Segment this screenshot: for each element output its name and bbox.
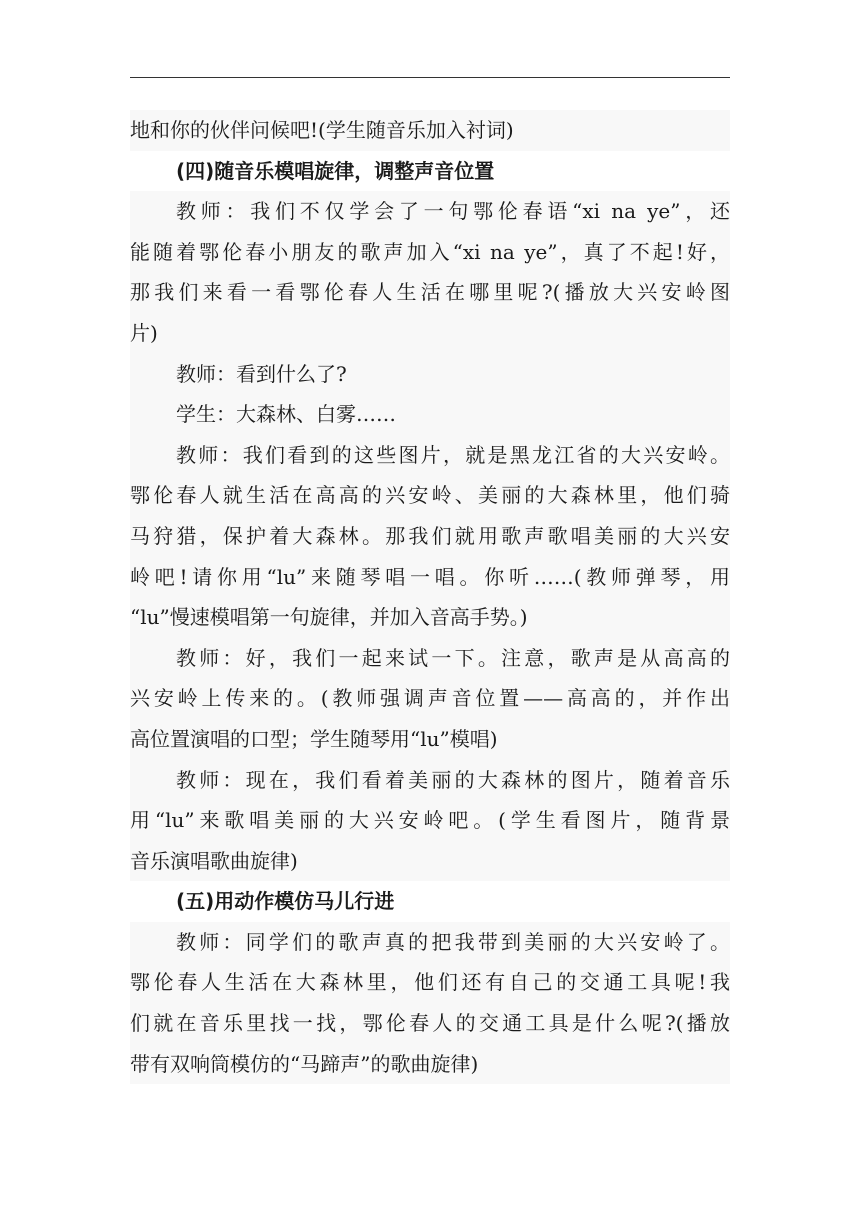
section-heading-5 (130, 881, 730, 922)
text-line: 学生：大森林、白雾…… (130, 394, 730, 435)
text-line: 带有双响筒模仿的“马蹄声”的歌曲旋律) (130, 1044, 730, 1085)
text-line: 鄂伦春人就生活在高高的兴安岭、美丽的大森林里，他们骑 (130, 475, 730, 516)
text-line: 教师：我们看到的这些图片，就是黑龙江省的大兴安岭。 (130, 435, 730, 476)
paragraph-teacher-3 (130, 435, 730, 638)
text-line: 片) (130, 313, 730, 354)
header-rule (130, 77, 730, 78)
paragraph-teacher-2 (130, 354, 730, 395)
text-line: 马狩猎，保护着大森林。那我们就用歌声歌唱美丽的大兴安 (130, 516, 730, 557)
heading-line: (四)随音乐模唱旋律，调整声音位置 (176, 158, 495, 183)
paragraph-greeting-end (130, 110, 730, 151)
text-line: “lu”慢速模唱第一句旋律，并加入音高手势。) (130, 597, 730, 638)
text-line: 能随着鄂伦春小朋友的歌声加入“xi na ye”，真了不起!好， (130, 232, 730, 273)
text-line: 岭吧!请你用“lu”来随琴唱一唱。你听……(教师弹琴，用 (130, 557, 730, 598)
text-line: 教师：现在，我们看着美丽的大森林的图片，随着音乐 (130, 760, 730, 801)
paragraph-teacher-5 (130, 760, 730, 882)
text-line: 鄂伦春人生活在大森林里，他们还有自己的交通工具呢!我 (130, 962, 730, 1003)
text-line: 兴安岭上传来的。(教师强调声音位置——高高的，并作出 (130, 678, 730, 719)
paragraph-teacher-6 (130, 922, 730, 1084)
text-line: 们就在音乐里找一找，鄂伦春人的交通工具是什么呢?(播放 (130, 1003, 730, 1044)
paragraph-teacher-1 (130, 191, 730, 353)
paragraph-teacher-4 (130, 638, 730, 760)
text-line: 教师：我们不仅学会了一句鄂伦春语“xi na ye”，还 (130, 191, 730, 232)
text-line: 教师：看到什么了? (130, 354, 730, 395)
heading-line: (五)用动作模仿马儿行进 (176, 889, 395, 914)
paragraph-student-1 (130, 394, 730, 435)
text-line: 用“lu”来歌唱美丽的大兴安岭吧。(学生看图片，随背景 (130, 800, 730, 841)
text-line: 地和你的伙伴问候吧!(学生随音乐加入衬词) (130, 110, 730, 151)
section-heading-4 (130, 151, 730, 192)
text-line: 高位置演唱的口型；学生随琴用“lu”模唱) (130, 719, 730, 760)
text-line: 教师：同学们的歌声真的把我带到美丽的大兴安岭了。 (130, 922, 730, 963)
body-text (130, 110, 730, 1084)
text-line: 那我们来看一看鄂伦春人生活在哪里呢?(播放大兴安岭图 (130, 272, 730, 313)
text-line: 音乐演唱歌曲旋律) (130, 841, 730, 882)
text-line: 教师：好，我们一起来试一下。注意，歌声是从高高的 (130, 638, 730, 679)
